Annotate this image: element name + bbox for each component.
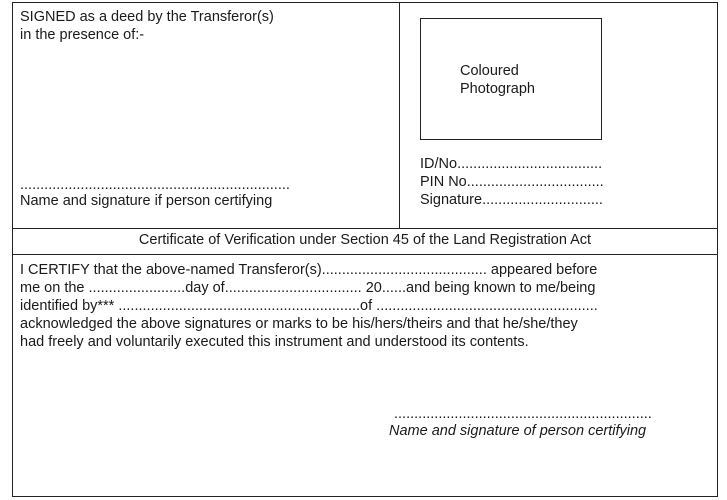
certifying-signature-dots: ................................................................ xyxy=(394,406,652,422)
verification-line-4: acknowledged the above signatures or marks to be his/hers/theirs and that he/she/they xyxy=(20,316,578,332)
verification-line-5: had freely and voluntarily executed this instrument and understood its contents. xyxy=(20,334,529,350)
photograph-label-line-1: Coloured xyxy=(460,63,519,79)
photograph-box xyxy=(420,18,602,140)
verification-line-2: me on the ........................day of.................................. 20......and being known to me/being xyxy=(20,280,596,296)
photograph-label-line-2: Photograph xyxy=(460,81,535,97)
column-divider xyxy=(399,3,400,228)
transfer-deed-form xyxy=(12,2,718,497)
pin-no-field: PIN No.................................. xyxy=(420,174,604,190)
certifying-signature-label: Name and signature of person certifying xyxy=(389,423,647,439)
verification-line-3: identified by*** ............................................................of ....................................................... xyxy=(20,298,598,314)
signed-line-1: SIGNED as a deed by the Transferor(s) xyxy=(20,9,274,25)
verification-heading: Certificate of Verification under Section 45 of the Land Registration Act xyxy=(138,232,592,248)
certifier-dotted-line: ................................................................... xyxy=(20,177,290,193)
signature-field: Signature.............................. xyxy=(420,192,603,208)
certifier-label: Name and signature if person certifying xyxy=(20,193,273,209)
section-divider-heading xyxy=(13,254,717,255)
signed-line-2: in the presence of:- xyxy=(20,27,145,43)
verification-line-1: I CERTIFY that the above-named Transferor(s)......................................... appeared before xyxy=(20,262,598,278)
section-divider-top xyxy=(13,228,717,229)
id-no-field: ID/No.................................... xyxy=(420,156,603,172)
